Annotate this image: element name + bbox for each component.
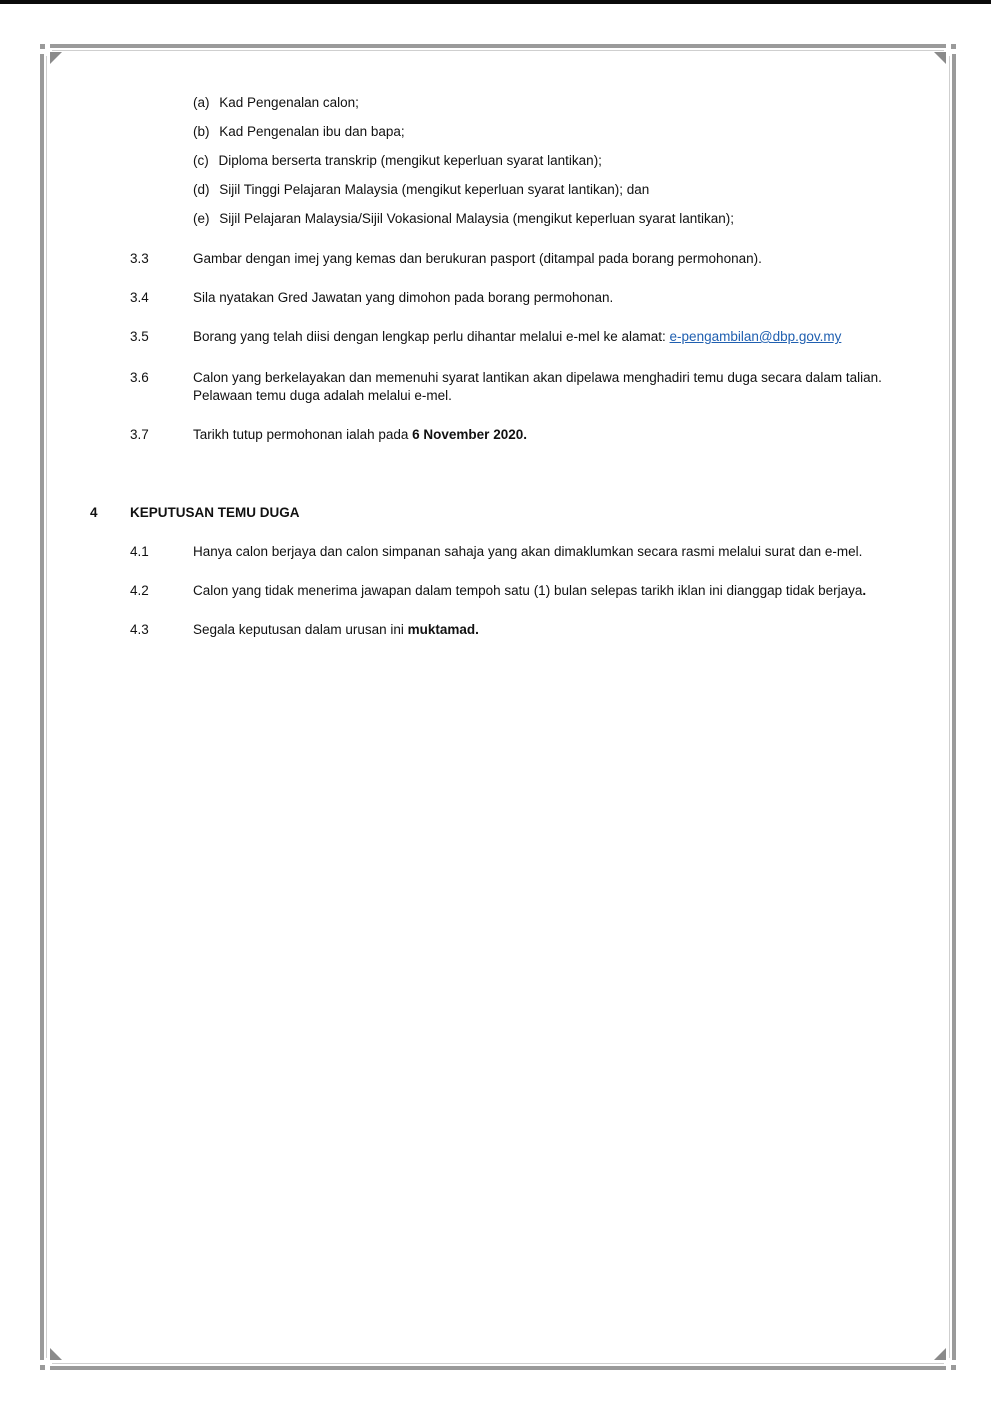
item-text: Calon yang tidak menerima jawapan dalam tempoh satu (1) bulan selepas tarikh iklan ini dianggap tidak berjaya (193, 583, 863, 598)
item-text: Gambar dengan imej yang kemas dan berukuran pasport (ditampal pada borang permohonan). (193, 251, 762, 266)
list-item-text: Diploma berserta transkrip (mengikut keperluan syarat lantikan); (218, 153, 602, 168)
item-number: 3.7 (130, 427, 149, 442)
bold-period: . (862, 583, 867, 598)
item-number: 4.2 (130, 583, 149, 598)
item-number: 3.3 (130, 251, 149, 266)
item-text-with-bold (193, 622, 479, 638)
section-heading: KEPUTUSAN TEMU DUGA (130, 505, 300, 520)
item-text: Tarikh tutup permohonan ialah pada (193, 427, 413, 442)
list-item-letter: (d) (193, 182, 210, 197)
list-item (193, 95, 359, 111)
list-item-text: Sijil Pelajaran Malaysia/Sijil Vokasional Malaysia (mengikut keperluan syarat lantikan); (219, 211, 735, 226)
item-number: 3.4 (130, 290, 149, 305)
bold-final: muktamad. (407, 622, 479, 637)
list-item (193, 182, 649, 198)
list-item-text: Kad Pengenalan ibu dan bapa; (219, 124, 405, 139)
list-item-text: Kad Pengenalan calon; (219, 95, 359, 110)
list-item-text: Sijil Tinggi Pelajaran Malaysia (mengikut keperluan syarat lantikan); dan (219, 182, 650, 197)
list-item (193, 124, 405, 140)
list-item-letter: (c) (193, 153, 209, 168)
list-item (193, 211, 734, 227)
item-number: 4.3 (130, 622, 149, 637)
item-text: Sila nyatakan Gred Jawatan yang dimohon pada borang permohonan. (193, 290, 614, 305)
item-text: Borang yang telah diisi dengan lengkap perlu dihantar melalui e-mel ke alamat: (193, 329, 670, 344)
item-number: 3.6 (130, 370, 149, 385)
item-text-with-link (193, 329, 841, 345)
email-link[interactable]: e-pengambilan@dbp.gov.my (669, 329, 842, 344)
list-item-letter: (b) (193, 124, 210, 139)
item-text-continued: Pelawaan temu duga adalah melalui e-mel. (193, 388, 452, 403)
item-text: Segala keputusan dalam urusan ini (193, 622, 408, 637)
list-item-letter: (e) (193, 211, 210, 226)
item-text: Calon yang berkelayakan dan memenuhi syarat lantikan akan dipelawa menghadiri temu duga secara dalam talian. (193, 370, 882, 385)
closing-date: 6 November 2020. (412, 427, 527, 442)
item-text-with-bold (193, 427, 527, 443)
item-text-with-bold (193, 583, 866, 599)
item-number: 3.5 (130, 329, 149, 344)
list-item (193, 153, 602, 169)
section-number: 4 (90, 505, 98, 520)
item-text: Hanya calon berjaya dan calon simpanan sahaja yang akan dimaklumkan secara rasmi melalui surat dan e-mel. (193, 544, 863, 559)
list-item-letter: (a) (193, 95, 210, 110)
item-number: 4.1 (130, 544, 149, 559)
